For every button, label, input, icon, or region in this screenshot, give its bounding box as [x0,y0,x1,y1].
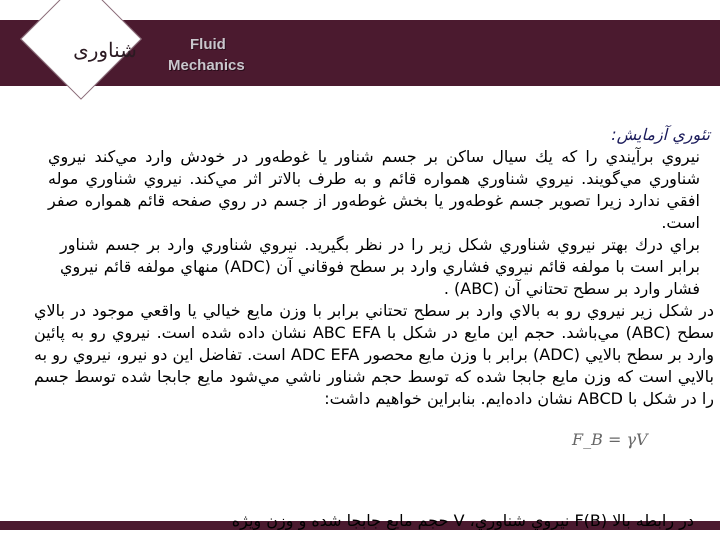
brand-line-fluid: Fluid [190,36,226,53]
brand-line-mechanics: Mechanics [168,57,245,74]
footer-text: در رابطه بالا F(B) نيروي شناوري، V حجم مايع جابجا شده و وزن ويژه [231,511,694,530]
formula-text: F_B = γV [572,430,648,449]
badge-label: شناوری [73,38,137,62]
slide-content [34,124,715,410]
section-heading: تئوري آزمايش: [611,125,710,144]
paragraph-buoyancy-definition: نيروي برآيندي را كه يك سيال ساكن بر جسم شناور يا غوطه‌ور در خودش وارد مي‌كند نيروي شناوري مي‌گويند. نيروي شناوري همواره قائم و به طرف بالاتر اثر مي‌كند. نيروي شناوري موله افقي ندارد زيرا تصوير جسم غوطه‌ور يا بخش غوطه‌ور از جسم در روي صفحه قائم همواره صفر است. [48,147,700,232]
paragraph-buoyancy-surfaces: براي درك بهتر نيروي شناوري شكل زير را در نظر بگيريد. نيروي شناوري وارد بر جسم شناور برابر است با مولفه قائم نيروي فشاري وارد بر سطح فوقاني آن (ADC) منهاي مولفه قائم نيروي فشار وارد بر سطح تحتاني آن (ABC) . [60,235,701,298]
paragraph-displaced-volume: در شكل زير نيروي رو به بالاي وارد بر سطح تحتاني برابر با وزن مايع خيالي يا واقعي موجود در بالاي سطح (ABC) مي‌باشد. حجم اين مايع در شكل با ABC EFA نشان داده شده است. نيروي رو به پائين وارد بر سطح بالايي (ADC) برابر با وزن مايع محصور ADC EFA است. تفاضل اين دو نيرو، نيروي رو به بالايي است كه وزن مايع جابجا شده كه توسط حجم شناور ناشي مي‌شود مايع جابجا شده توسط جسم را در شكل با ABCD نشان داده‌ايم. بنابراين خواهيم داشت: [34,301,715,408]
buoyancy-formula [572,430,648,449]
brand-title [168,34,245,76]
